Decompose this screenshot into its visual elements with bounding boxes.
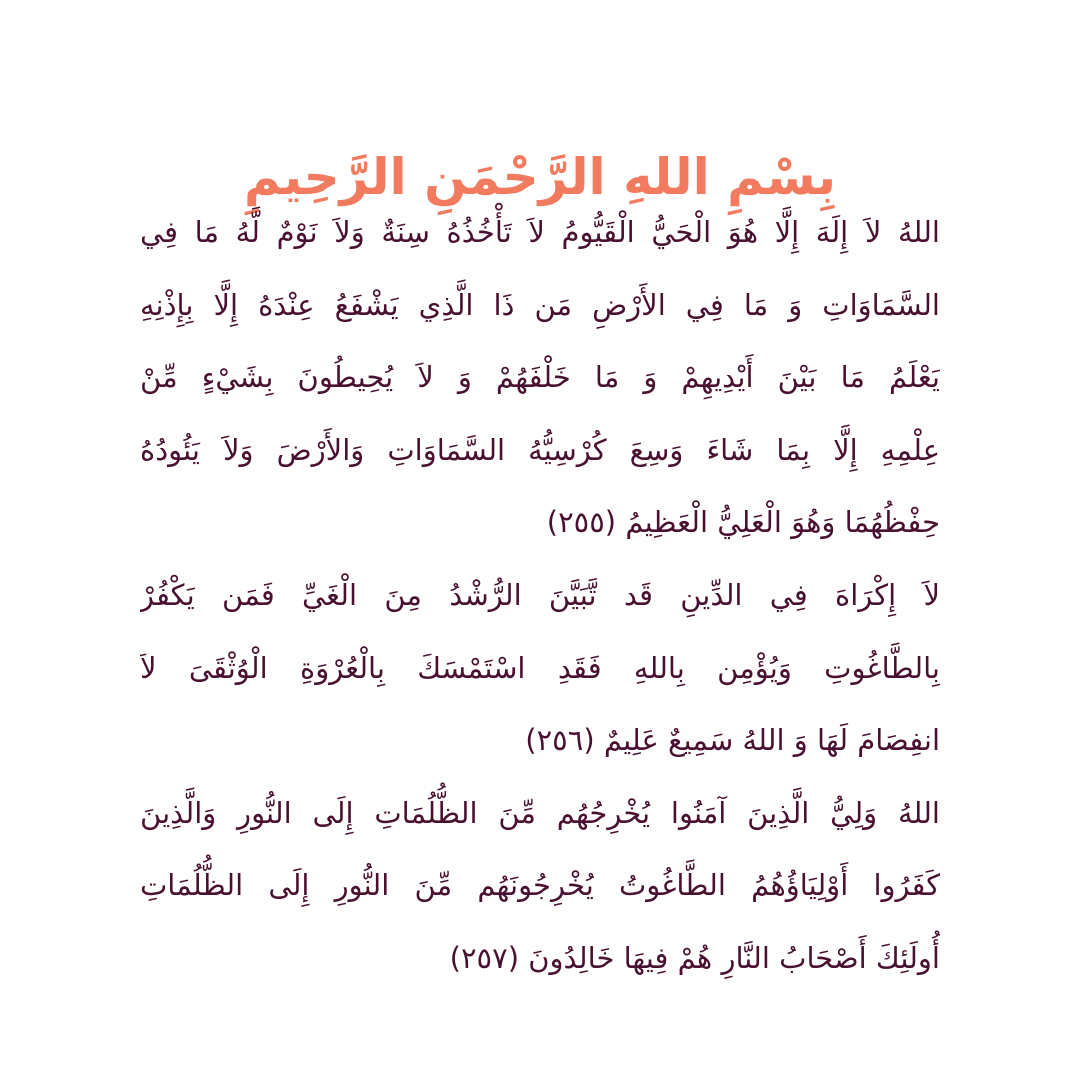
verse-line: يَعْلَمُ مَا بَيْنَ أَيْدِيهِمْ وَ مَا خَلْفَهُمْ وَ لاَ يُحِيطُونَ بِشَيْءٍ مِّنْ — [140, 360, 940, 395]
verse-line: السَّمَاوَاتِ وَ مَا فِي الأَرْضِ مَن ذَا الَّذِي يَشْفَعُ عِنْدَهُ إِلَّا بِإِذْنِهِ — [140, 287, 940, 322]
verse-line: عِلْمِهِ إِلَّا بِمَا شَاءَ وَسِعَ كُرْسِيُّهُ السَّمَاوَاتِ وَالأَرْضَ وَلاَ يَئُودُهُ — [140, 432, 940, 467]
verse-256 — [140, 559, 940, 777]
verse-line: أُولَئِكَ أَصْحَابُ النَّارِ هُمْ فِيهَا خَالِدُونَ (٢٥٧) — [449, 940, 940, 975]
verses-block — [140, 196, 940, 995]
verse-line: لاَ إِكْرَاهَ فِي الدِّينِ قَد تَّبَيَّنَ الرُّشْدُ مِنَ الْغَيِّ فَمَن يَكْفُرْ — [140, 577, 940, 612]
basmala-title: بِسْمِ اللهِ الرَّحْمَنِ الرَّحِيمِ — [244, 147, 836, 206]
verse-line: اللهُ لاَ إِلَهَ إِلَّا هُوَ الْحَيُّ الْقَيُّومُ لاَ تَأْخُذُهُ سِنَةٌ وَلاَ نَوْمٌ لَّهُ مَا فِي — [140, 215, 940, 249]
verse-line: حِفْظُهُمَا وَهُوَ الْعَلِيُّ الْعَظِيمُ (٢٥٥) — [546, 505, 940, 540]
verse-line: كَفَرُوا أَوْلِيَاؤُهُمُ الطَّاغُوتُ يُخْرِجُونَهُم مِّنَ النُّورِ إِلَى الظُّلُمَاتِ — [140, 868, 940, 903]
verse-257 — [140, 777, 940, 995]
verse-line: بِالطَّاغُوتِ وَيُؤْمِن بِاللهِ فَقَدِ اسْتَمْسَكَ بِالْعُرْوَةِ الْوُثْقَىَ لاَ — [140, 650, 940, 685]
verse-line: انفِصَامَ لَهَا وَ اللهُ سَمِيعٌ عَلِيمٌ (٢٥٦) — [525, 723, 940, 758]
verse-line: اللهُ وَلِيُّ الَّذِينَ آمَنُوا يُخْرِجُهُم مِّنَ الظُّلُمَاتِ إِلَى النُّورِ وَالَّذِينَ — [140, 795, 940, 830]
verse-255 — [140, 196, 940, 559]
